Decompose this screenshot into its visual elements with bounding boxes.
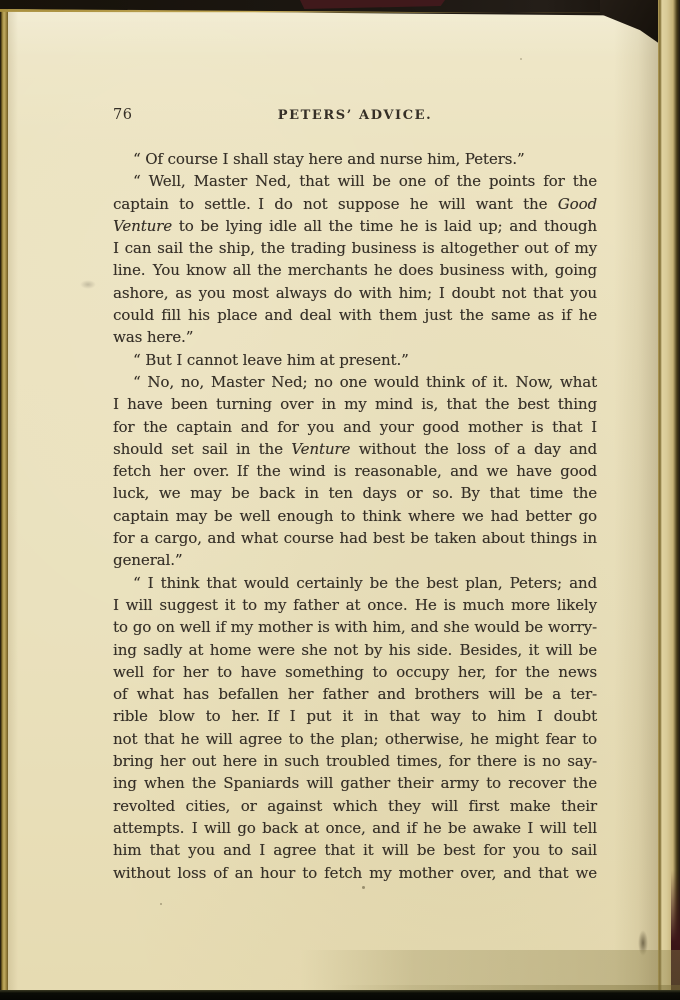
text-segment: should set sail in the — [113, 439, 292, 458]
text-line — [113, 282, 597, 304]
text-segment: “ No, no, Master Ned; no one would think of it. Now, what — [133, 372, 597, 391]
text-segment: captain to settle. I do not suppose he will want the — [113, 194, 558, 213]
page-gutter-shade — [8, 9, 18, 990]
text-line — [113, 237, 597, 259]
text-line — [113, 215, 597, 237]
text-segment: to be lying idle all the time he is laid up; and though — [172, 216, 597, 235]
text-line — [113, 326, 597, 348]
text-line — [113, 259, 597, 281]
text-line — [113, 193, 597, 215]
text-line — [113, 482, 597, 504]
text-segment: without loss of an hour to fetch my mother over, and that we — [113, 863, 597, 882]
text-segment: fetch her over. If the wind is reasonable, and we have good — [113, 462, 597, 481]
text-line — [113, 862, 597, 884]
text-line — [113, 772, 597, 794]
chapter-running-title: PETERS’ ADVICE. — [277, 108, 433, 123]
text-segment: to go on well if my mother is with him, and she would be worry- — [113, 618, 597, 637]
text-segment: rible blow to her. If I put it in that way to him I doubt — [113, 707, 597, 726]
text-segment: for a cargo, and what course had best be taken about things in — [113, 529, 597, 548]
paragraph — [113, 349, 597, 371]
text-line — [113, 705, 597, 727]
text-segment: “ Of course I shall stay here and nurse him, Peters.” — [133, 150, 525, 168]
book-page — [8, 9, 658, 990]
page-text — [113, 148, 597, 884]
text-line — [113, 170, 597, 192]
text-line — [113, 572, 597, 594]
page-fore-edge — [658, 0, 680, 1000]
text-segment: “ But I cannot leave him at present.” — [133, 350, 409, 369]
italic-ship-name: Venture — [291, 439, 351, 458]
text-segment: line. You know all the merchants he does business with, going — [113, 261, 597, 280]
text-line — [113, 527, 597, 549]
text-line — [113, 304, 597, 326]
running-head — [113, 107, 597, 127]
text-segment: “ Well, Master Ned, that will be one of the points for the — [133, 172, 597, 191]
text-line — [113, 728, 597, 750]
text-line — [113, 549, 597, 571]
text-segment: well for her to have something to occupy her, for the news — [113, 662, 597, 681]
text-segment: of what has befallen her father and brothers will be a ter- — [113, 685, 597, 704]
text-segment: ashore, as you most always do with him; I doubt not that you — [113, 283, 597, 302]
text-line — [113, 616, 597, 638]
book-bottom-edge — [0, 990, 680, 1000]
text-segment: without the loss of a day and — [350, 439, 597, 458]
text-segment: was here.” — [113, 328, 194, 347]
text-line — [113, 438, 597, 460]
italic-ship-name: Good — [557, 194, 597, 213]
bottom-page-shade — [300, 950, 680, 990]
text-line — [113, 661, 597, 683]
text-line — [113, 393, 597, 415]
page-number: 76 — [113, 107, 133, 123]
text-line — [113, 148, 597, 170]
paragraph — [113, 572, 597, 884]
text-line — [113, 683, 597, 705]
text-segment: him that you and I agree that it will be best for you to sail — [113, 841, 597, 860]
text-segment: not that he will agree to the plan; otherwise, he might fear to — [113, 729, 597, 748]
text-segment: general.” — [113, 551, 183, 570]
paragraph — [113, 170, 597, 348]
text-line — [113, 416, 597, 438]
text-segment: attempts. I will go back at once, and if he be awake I will tell — [113, 818, 597, 837]
book-spine-edge — [0, 0, 8, 1000]
text-line — [113, 594, 597, 616]
text-line — [113, 505, 597, 527]
text-segment: ing when the Spaniards will gather their army to recover the — [113, 774, 597, 793]
page-curve-shade — [614, 9, 658, 990]
text-segment: I have been turning over in my mind is, that the best thing — [113, 395, 597, 414]
italic-ship-name: Venture — [113, 216, 173, 235]
text-line — [113, 639, 597, 661]
text-line — [113, 750, 597, 772]
text-segment: revolted cities, or against which they will first make their — [113, 796, 597, 815]
text-line — [113, 839, 597, 861]
text-line — [113, 349, 597, 371]
paragraph — [113, 371, 597, 572]
text-segment: ing sadly at home were she not by his side. Besides, it will be — [113, 640, 597, 659]
text-segment: could fill his place and deal with them just the same as if he — [113, 306, 597, 325]
text-line — [113, 817, 597, 839]
text-segment: for the captain and for you and your good mother is that I — [113, 417, 597, 436]
text-segment: captain may be well enough to think where we had better go — [113, 506, 597, 525]
text-segment: bring her out here in such troubled times, for there is no say- — [113, 752, 597, 771]
text-segment: “ I think that would certainly be the best plan, Peters; and — [133, 573, 597, 592]
paragraph — [113, 148, 597, 170]
text-segment: I can sail the ship, the trading business is altogether out of my — [113, 239, 597, 258]
printed-text-block — [113, 107, 597, 884]
text-segment: luck, we may be back in ten days or so. By that time the — [113, 484, 597, 503]
text-line — [113, 460, 597, 482]
text-line — [113, 795, 597, 817]
text-line — [113, 371, 597, 393]
text-segment: I will suggest it to my father at once. He is much more likely — [113, 595, 597, 614]
